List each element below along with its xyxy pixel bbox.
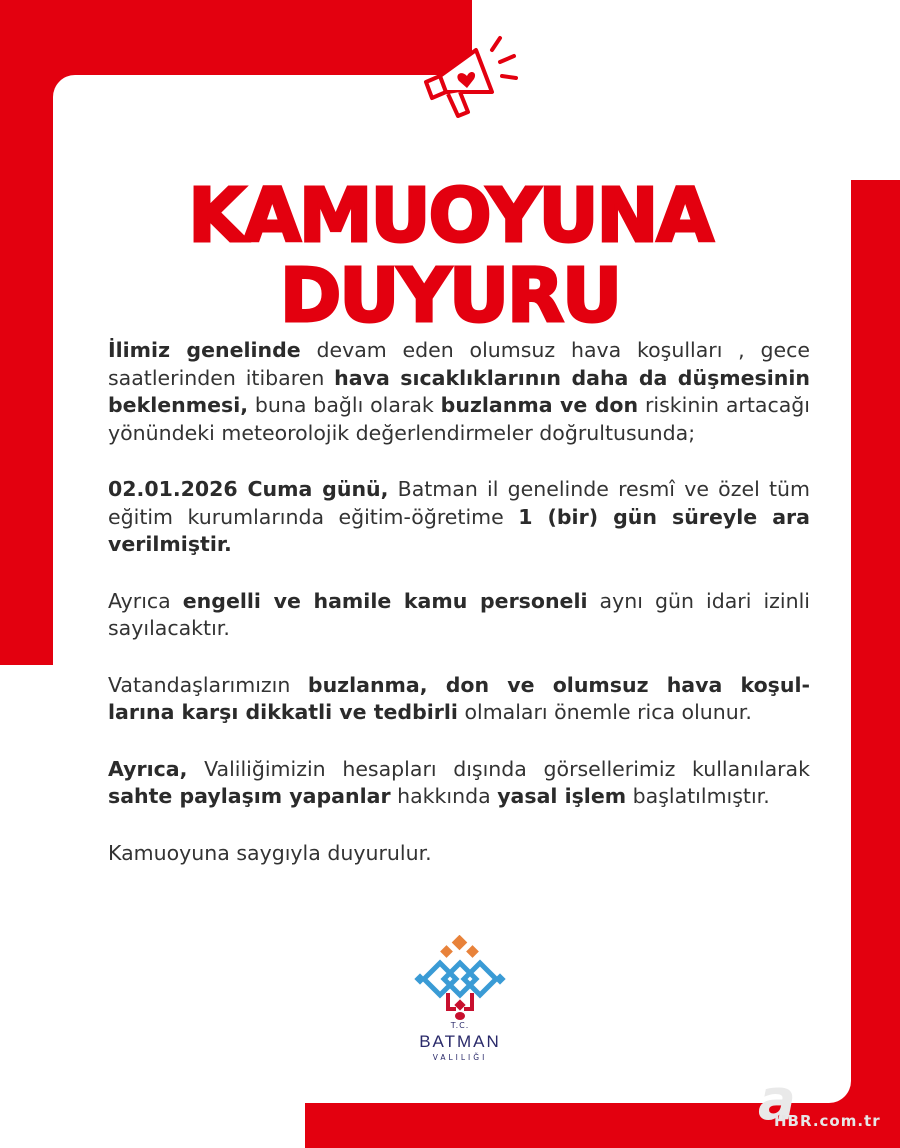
text-bold: sahte paylaşım yapanlar: [108, 784, 391, 808]
logo-subtitle-text: VALILIĞI: [432, 1053, 488, 1062]
text: riskinin artacağı yönündeki meteorolojik değerlendirmeler doğrultusunda;: [108, 393, 810, 445]
batman-governorship-logo: [410, 935, 510, 1075]
text-bold: hava sıcaklıklarının daha da düşmesinin beklenmesi,: [108, 365, 810, 417]
title-line-1: KAMUOYUNA: [188, 173, 712, 259]
hbr-watermark: [752, 1068, 897, 1134]
title-line-2: DUYURU: [279, 253, 621, 339]
logo-name-text: BATMAN: [419, 1032, 501, 1051]
text-bold: İlimiz genelinde: [108, 338, 301, 362]
text: aynı gün idari izinli sayılacaktır.: [108, 588, 810, 640]
text: Batman il genelinde resmî ve özel tüm eğitim kurumlarında eğitim-öğretime: [108, 477, 810, 529]
text: Kamuoyuna saygıyla duyurulur.: [108, 840, 432, 865]
text: başlatılmıştır.: [626, 784, 770, 808]
paragraph-weather: [108, 337, 810, 447]
text-bold: 1 (bir) gün süreyle ara verilmiştir.: [108, 504, 810, 556]
paragraph-staff-leave: [108, 588, 810, 643]
text: devam eden olumsuz hava koşulları , gece saatlerinden itibaren: [108, 338, 810, 390]
watermark-letter: a: [758, 1068, 796, 1133]
text: Vatandaşlarımızın: [108, 672, 308, 697]
paragraph-legal: [108, 756, 810, 811]
text-bold: buzlanma ve don: [440, 393, 639, 417]
text-bold: yasal işlem: [497, 784, 627, 808]
text-bold: Ayrıca,: [108, 756, 188, 781]
announcement-body: [108, 337, 810, 896]
text: Valiliğimizin hesapları dışında görsellerimiz kullanılarak: [187, 756, 810, 781]
announcement-title: [0, 173, 900, 339]
text: olmaları önemle rica olunur.: [457, 700, 752, 724]
text-bold: engelli ve hamile kamu personeli: [182, 588, 588, 613]
text: hakkında: [390, 784, 498, 808]
text-bold: buzlanma, don ve olumsuz hava koşul-larına karşı dikkatli ve tedbirli: [108, 672, 810, 724]
paragraph-closing: [108, 840, 810, 868]
watermark-site: HBR.com.tr: [774, 1112, 881, 1130]
logo-emblem-icon: [410, 935, 510, 1021]
paragraph-caution: [108, 672, 810, 727]
text-bold: 02.01.2026 Cuma günü,: [108, 477, 389, 501]
text: Ayrıca: [108, 588, 183, 613]
paragraph-school-closure: [108, 476, 810, 559]
text: buna bağlı olarak: [248, 393, 441, 417]
megaphone-icon: [412, 32, 524, 128]
logo-tc-text: T.C.: [450, 1021, 470, 1030]
